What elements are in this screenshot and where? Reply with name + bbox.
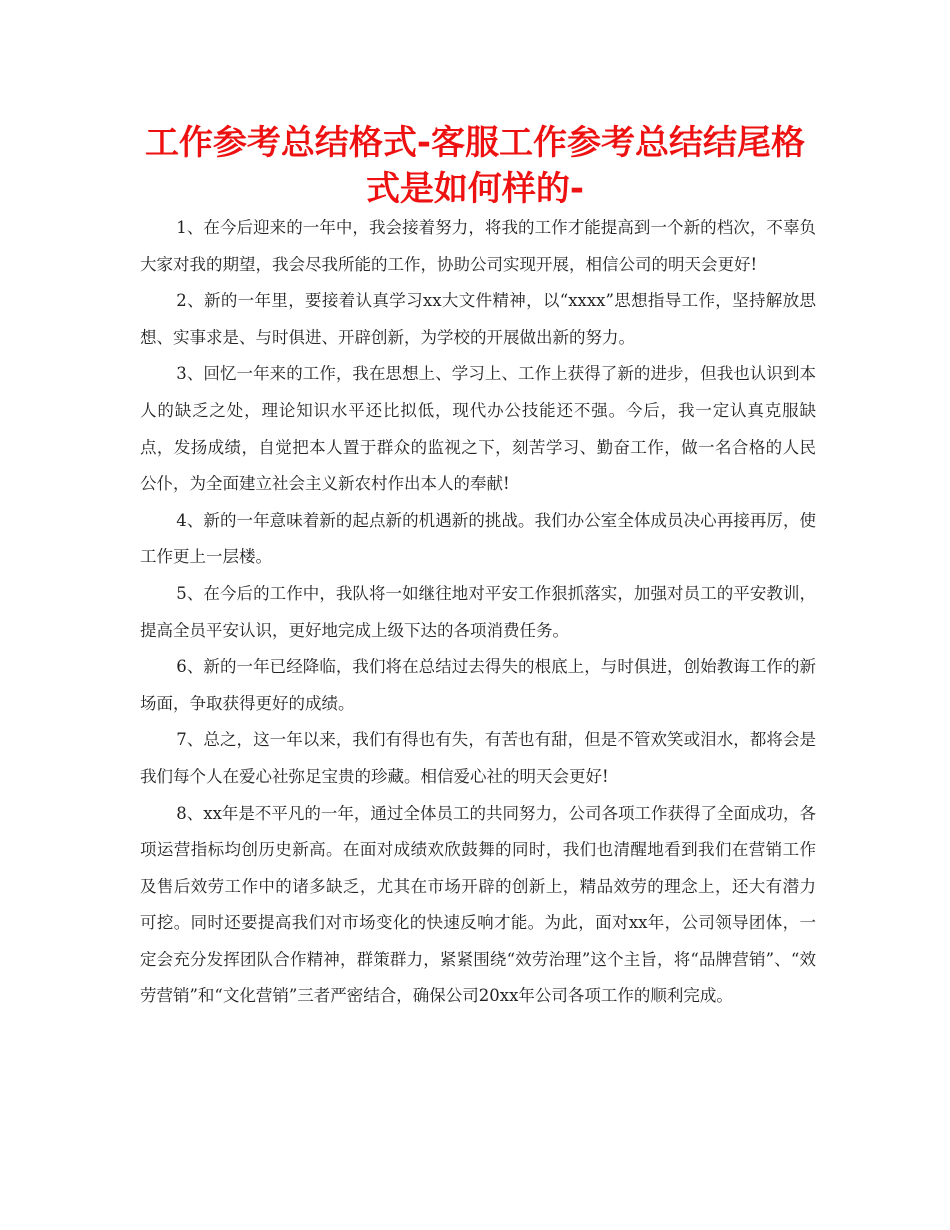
paragraph-5: 5、在今后的工作中，我队将一如继往地对平安工作狠抓落实，加强对员工的平安教训，提高全员平安认识，更好地完成上级下达的各项消费任务。 — [140, 583, 816, 640]
paragraph-1: 1、在今后迎来的一年中，我会接着努力，将我的工作才能提高到一个新的档次，不辜负大家对我的期望，我会尽我所能的工作，协助公司实现开展，相信公司的明天会更好! — [140, 218, 816, 274]
paragraph-4: 4、新的一年意味着新的起点新的机遇新的挑战。我们办公室全体成员决心再接再厉，使工作更上一层楼。 — [140, 510, 816, 567]
paragraph-6: 6、新的一年已经降临，我们将在总结过去得失的根底上，与时俱进，创始教诲工作的新场面，争取获得更好的成绩。 — [140, 657, 816, 713]
document-body — [140, 210, 816, 1015]
paragraph-3: 3、回忆一年来的工作，我在思想上、学习上、工作上获得了新的进步，但我也认识到本人的缺乏之处，理论知识水平还比拟低，现代办公技能还不强。今后，我一定认真克服缺点，发扬成绩，自觉把本人置于群众的监视之下，刻苦学习、勤奋工作，做一名合格的人民公仆，为全面建立社会主义新农村作出本人的奉献! — [140, 364, 816, 494]
paragraph-7: 7、总之，这一年以来，我们有得也有失，有苦也有甜，但是不管欢笑或泪水，都将会是我们每个人在爱心社弥足宝贵的珍藏。相信爱心社的明天会更好! — [140, 730, 816, 786]
paragraph-8: 8、xx年是不平凡的一年，通过全体员工的共同努力，公司各项工作获得了全面成功，各项运营指标均创历史新高。在面对成绩欢欣鼓舞的同时，我们也清醒地看到我们在营销工作及售后效劳工作中的诸多缺乏，尤其在市场开辟的创新上，精品效劳的理念上，还大有潜力可挖。同时还要提高我们对市场变化的快速反响才能。为此，面对xx年，公司领导团体，一定会充分发挥团队合作精神，群策群力，紧紧围绕“效劳治理”这个主旨，将“品牌营销”、“效劳营销”和“文化营销”三者严密结合，确保公司20xx年公司各项工作的顺利完成。 — [140, 803, 816, 1006]
paragraph-2: 2、新的一年里，要接着认真学习xx大文件精神，以“xxxx”思想指导工作，坚持解放思想、实事求是、与时俱进、开辟创新，为学校的开展做出新的努力。 — [140, 291, 816, 347]
page-title: 工作参考总结格式-客服工作参考总结结尾格式是如何样的- — [144, 123, 806, 209]
